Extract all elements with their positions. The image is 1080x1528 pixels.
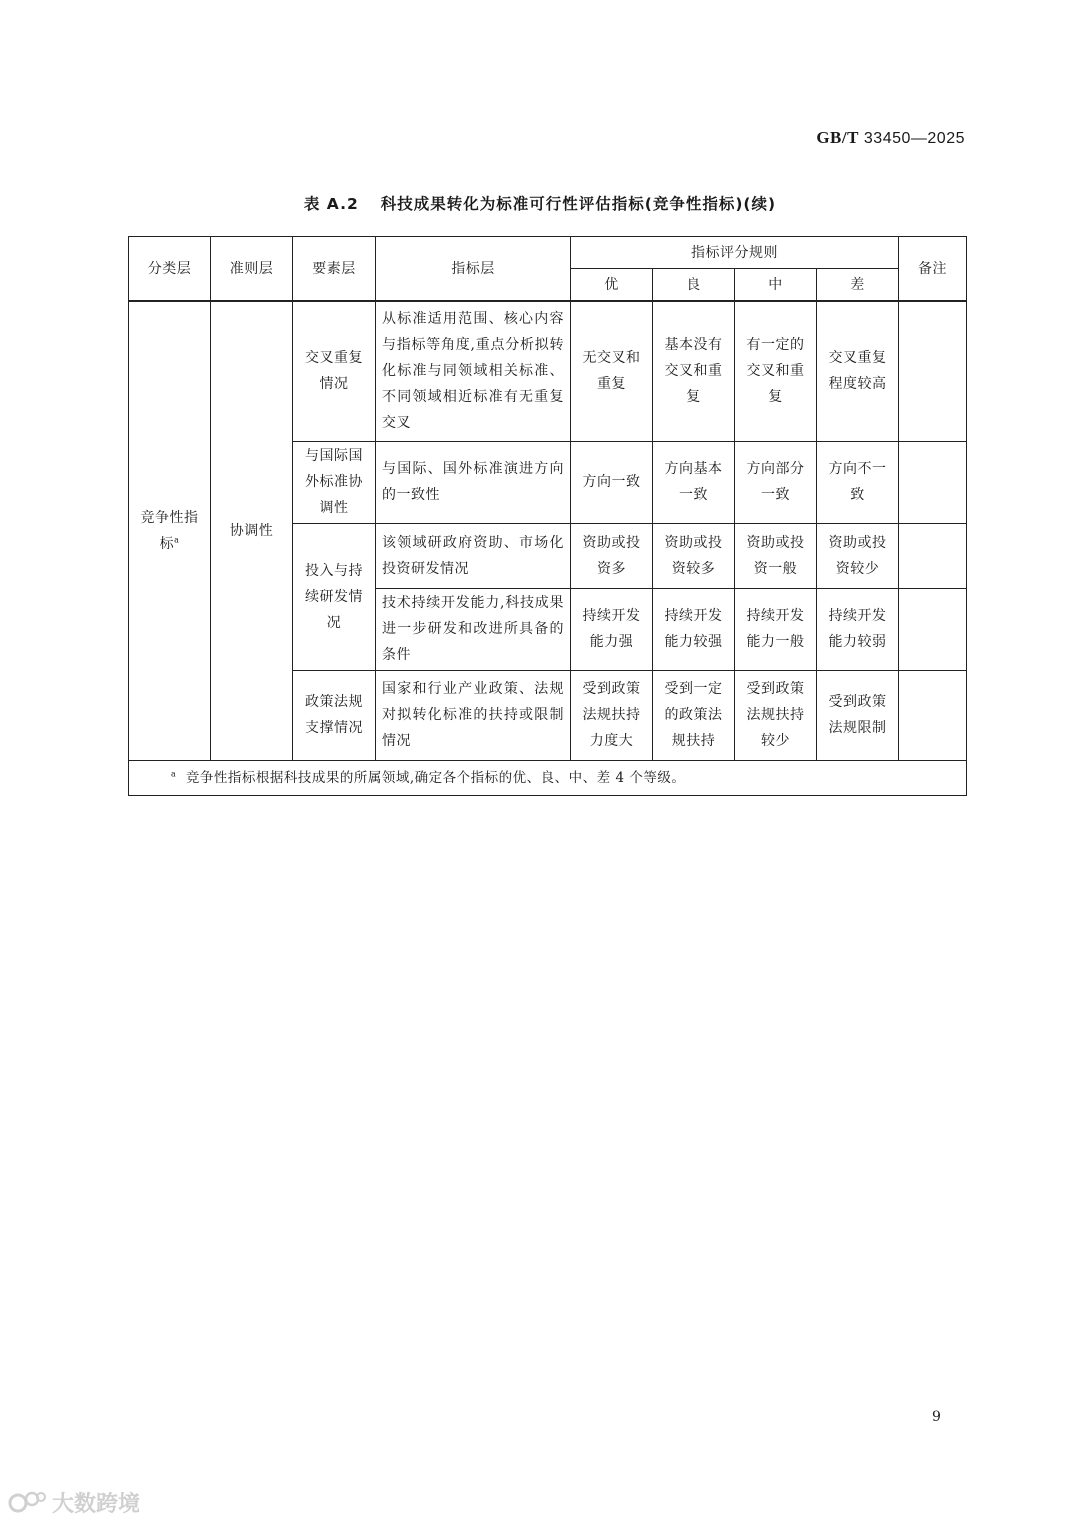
table-title: 科技成果转化为标准可行性评估指标(竞争性指标)(续) xyxy=(380,195,777,213)
rule-excellent-cell: 持续开发能力强 xyxy=(571,588,653,670)
indicator-cell: 技术持续开发能力,科技成果进一步研发和改进所具备的条件 xyxy=(376,588,571,670)
rule-good-cell: 持续开发能力较强 xyxy=(653,588,735,670)
rule-medium-cell: 持续开发能力一般 xyxy=(735,588,817,670)
category-cell: 竞争性指标$^a$ xyxy=(129,301,211,760)
table-footnote: $^a$ 竞争性指标根据科技成果的所属领域,确定各个指标的优、良、中、差 4 个等级。 xyxy=(129,760,967,795)
col-header-poor: 差 xyxy=(817,269,899,302)
rule-medium-cell: 有一定的交叉和重复 xyxy=(735,301,817,441)
element-cell: 与国际国外标准协调性 xyxy=(293,441,376,523)
rule-excellent-cell: 资助或投资多 xyxy=(571,523,653,588)
watermark-logo-icon xyxy=(8,1489,48,1517)
col-header-category: 分类层 xyxy=(129,237,211,302)
footnote-row xyxy=(129,760,967,795)
standard-number: GB/T 33450—2025 xyxy=(816,128,965,147)
rule-poor-cell: 交叉重复程度较高 xyxy=(817,301,899,441)
col-header-excellent: 优 xyxy=(571,269,653,302)
col-header-remark: 备注 xyxy=(899,237,967,302)
rule-excellent-cell: 方向一致 xyxy=(571,441,653,523)
rule-medium-cell: 资助或投资一般 xyxy=(735,523,817,588)
element-cell: 交叉重复情况 xyxy=(293,301,376,441)
indicator-cell: 与国际、国外标准演进方向的一致性 xyxy=(376,441,571,523)
table-row xyxy=(129,301,967,441)
col-header-medium: 中 xyxy=(735,269,817,302)
rule-excellent-cell: 受到政策法规扶持力度大 xyxy=(571,670,653,760)
table-caption xyxy=(0,192,1080,214)
indicator-cell: 国家和行业产业政策、法规对拟转化标准的扶持或限制情况 xyxy=(376,670,571,760)
footnote-mark: a xyxy=(171,769,177,778)
rule-poor-cell: 资助或投资较少 xyxy=(817,523,899,588)
remark-cell xyxy=(899,588,967,670)
page-number: 9 xyxy=(932,1409,941,1425)
rule-good-cell: 受到一定的政策法规扶持 xyxy=(653,670,735,760)
col-header-good: 良 xyxy=(653,269,735,302)
remark-cell xyxy=(899,523,967,588)
col-header-criteria: 准则层 xyxy=(211,237,293,302)
rule-good-cell: 资助或投资较多 xyxy=(653,523,735,588)
rule-poor-cell: 持续开发能力较弱 xyxy=(817,588,899,670)
watermark xyxy=(8,1487,140,1518)
rule-good-cell: 方向基本一致 xyxy=(653,441,735,523)
rule-medium-cell: 方向部分一致 xyxy=(735,441,817,523)
indicator-cell: 从标准适用范围、核心内容与指标等角度,重点分析拟转化标准与同领域相关标准、不同领域相近标准有无重复交叉 xyxy=(376,301,571,441)
rule-poor-cell: 受到政策法规限制 xyxy=(817,670,899,760)
rule-medium-cell: 受到政策法规扶持较少 xyxy=(735,670,817,760)
remark-cell xyxy=(899,301,967,441)
table-number: 表 A.2 xyxy=(303,195,359,213)
col-header-element: 要素层 xyxy=(293,237,376,302)
criteria-cell: 协调性 xyxy=(211,301,293,760)
col-header-indicator: 指标层 xyxy=(376,237,571,302)
remark-cell xyxy=(899,670,967,760)
element-cell: 投入与持续研发情况 xyxy=(293,523,376,670)
indicator-cell: 该领域研政府资助、市场化投资研发情况 xyxy=(376,523,571,588)
watermark-text: 大数跨境 xyxy=(52,1492,141,1517)
col-header-rule-group: 指标评分规则 xyxy=(571,237,899,269)
rule-excellent-cell: 无交叉和重复 xyxy=(571,301,653,441)
remark-cell xyxy=(899,441,967,523)
rule-good-cell: 基本没有交叉和重复 xyxy=(653,301,735,441)
footnote-mark: a xyxy=(174,535,180,545)
evaluation-table xyxy=(128,236,967,796)
element-cell: 政策法规支撑情况 xyxy=(293,670,376,760)
rule-poor-cell: 方向不一致 xyxy=(817,441,899,523)
